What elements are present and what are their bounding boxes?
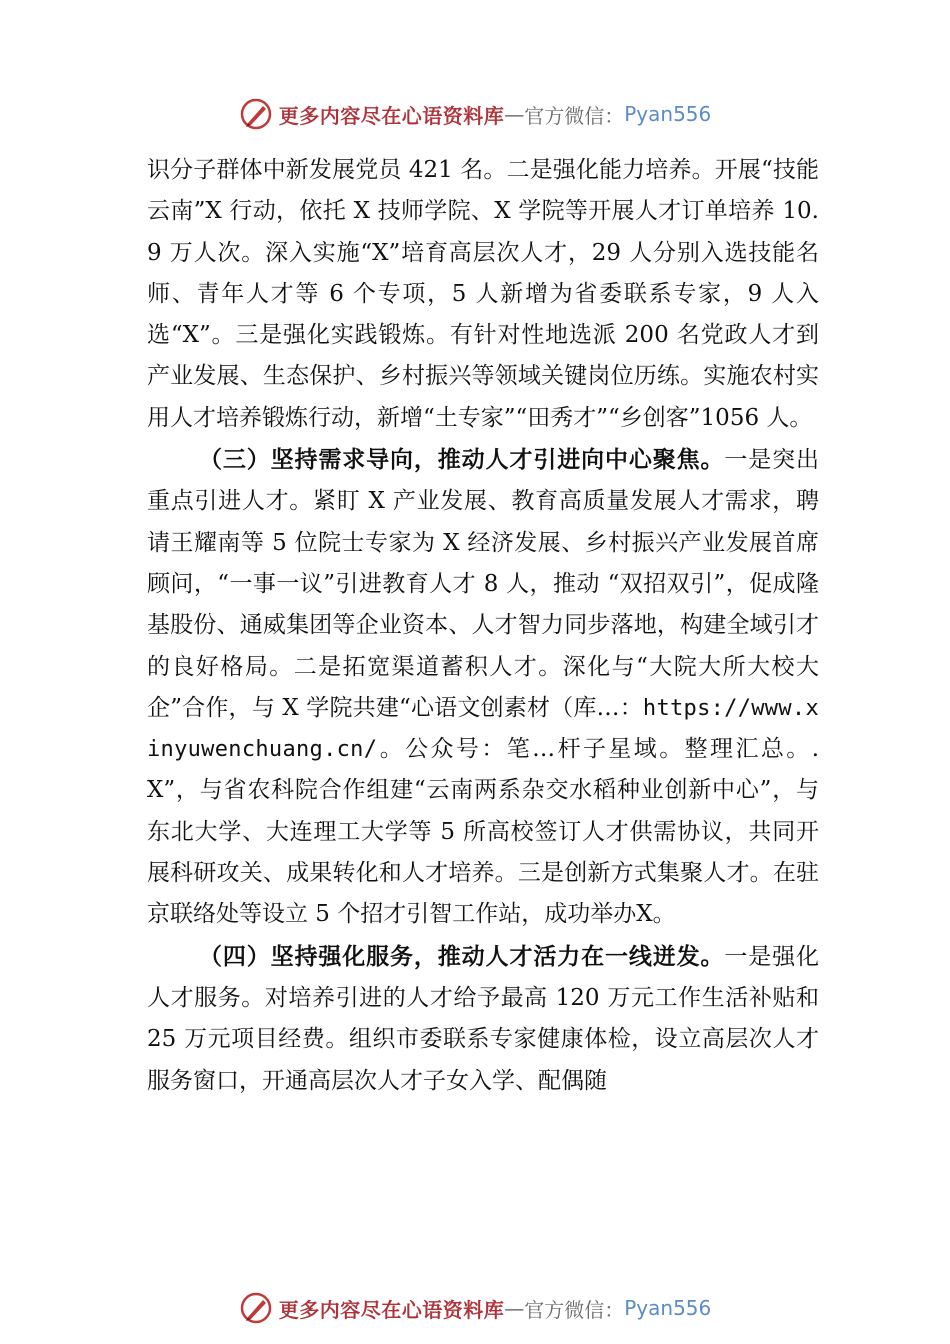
section-4-text: 一是强化人才服务。对培养引进的人才给予最高 120 万元工作生活补贴和 25 万元项目经费。组织市委联系专家健康体检，设立高层次人才服务窗口，开通高层次人才子女入学、配偶随 xyxy=(147,943,820,1094)
banner-separator: — xyxy=(504,102,525,126)
banner-brand-text: 更多内容尽在心语资料库 xyxy=(278,103,505,128)
section-3-text-b: 。公众号：笔…杆子星域。整理汇总。.X”，与省农科院合作组建“云南两系杂交水稻种业创新中心”，与东北大学、大连理工大学等 5 所高校签订人才供需协议，共同开展科研攻关、成果转化和人才培养。三是创新方式集聚人才。在驻京联络处等设立 5 个招才引智工作站，成功举办X。 xyxy=(147,736,819,928)
paragraph-continued: 识分子群体中新发展党员 421 名。二是强化能力培养。开展“技能云南”X 行动，依托 X 技师学院、X 学院等开展人才订单培养 10.9 万人次。深入实施“X”培育高层次人才，29 人分别入选技能名师、青年人才等 6 个专项，5 人新增为省委联系专家，9 人入选“X”。三是强化实践锻炼。有针对性地选派 200 名党政人才到产业发展、生态保护、乡村振兴等领域关键岗位历练。实施农村实用人才培养锻炼行动，新增“土专家”“田秀才”“乡创客”1056 人。 xyxy=(147,157,819,431)
paragraph-section-4 xyxy=(147,936,819,1102)
banner-wechat-id: Pyan556 xyxy=(624,102,712,126)
paragraph-section-3 xyxy=(147,439,819,936)
banner-brand-text: 更多内容尽在心语资料库 xyxy=(278,1297,505,1322)
section-3-url: https://www.xinyuwenchuang.cn/ xyxy=(147,695,819,763)
banner-contact-label: 官方微信： xyxy=(524,103,625,128)
section-3-heading: （三）坚持需求导向，推动人才引进向中心聚焦。 xyxy=(199,446,725,474)
banner-separator: — xyxy=(504,1296,525,1320)
pen-logo-icon xyxy=(239,97,273,131)
pen-logo-icon xyxy=(239,1291,273,1325)
footer-banner xyxy=(0,1288,950,1328)
section-3-text-a: 一是突出重点引进人才。紧盯 X 产业发展、教育高质量发展人才需求，聘请王耀南等 5 位院士专家为 X 经济发展、乡村振兴产业发展首席顾问，“一事一议”引进教育人才 8 人，推动 “双招双引”，促成隆基股份、通威集团等企业资本、人才智力同步落地，构建全域引才的良好格局。二是拓宽渠道蓄积人才。深化与“大院大所大校大企”合作，与 X 学院共建“心语文创素材（库…： xyxy=(147,447,820,721)
section-4-heading: （四）坚持强化服务，推动人才活力在一线迸发。 xyxy=(199,942,725,970)
banner-wechat-id: Pyan556 xyxy=(624,1296,712,1320)
document-body xyxy=(147,150,819,1102)
banner-contact-label: 官方微信： xyxy=(524,1297,625,1322)
header-banner xyxy=(0,94,950,134)
